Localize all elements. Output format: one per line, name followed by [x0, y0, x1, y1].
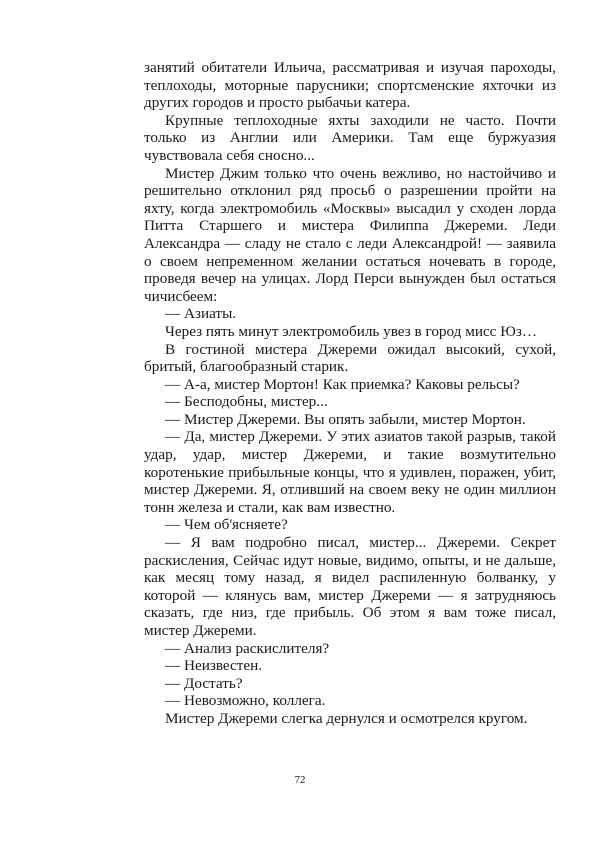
dialogue-line: — Достать?: [165, 674, 243, 692]
paragraph: В гостиной мистера Джереми ожидал высокий, сухой, бритый, благообразный старик.: [144, 340, 556, 376]
dialogue-line: — Неизвестен.: [165, 657, 263, 675]
dialogue-line: — Я вам подробно писал, мистер... Джереми. Секрет раскисления, Сейчас идут новые, видимо, опыты, и не дальше, как месяц тому назад, я видел распиленную болванку, у которой — клянусь вам, мистер Джереми — я затрудняюсь сказать, где низ, где прибыль. Об этом я вам тоже писал, мистер Джереми.: [144, 534, 556, 639]
paragraph: Через пять минут электромобиль увез в город мисс Юз…: [165, 322, 538, 340]
dialogue-line: — Бесподобны, мистер...: [165, 393, 328, 411]
dialogue-line: — Азиаты.: [165, 305, 237, 323]
dialogue-line: — Невозможно, коллега.: [165, 692, 326, 710]
dialogue-line: — Анализ раскислителя?: [165, 639, 330, 657]
paragraph: Мистер Джереми слегка дернулся и осмотрелся кругом.: [165, 709, 528, 727]
dialogue-line: — Да, мистер Джереми. У этих азиатов такой разрыв, такой удар, удар, мистер Джереми, и такие возмутительно коротенькие прибыльные концы, что я удивлен, поражен, убит, мистер Джереми. Я, отливший на своем веку не один миллион тонн железа и стали, как вам известно.: [144, 428, 556, 516]
paragraph: Мистер Джим только что очень вежливо, но настойчиво и решительно отклонил ряд просьб о разрешении пройти на яхту, когда электромобиль «Москвы» высадил у сходен лорда Питта Старшего и мистера Филиппа Джереми. Леди Александра — сладу не стало с леди Александрой! — заявила о своем непременном желании остаться ночевать в городе, проведя вечер на улицах. Лорд Перси вынужден был остаться чичисбеем:: [144, 164, 556, 305]
paragraph: занятий обитатели Ильича, рассматривая и изучая пароходы, теплоходы, моторные парусники; спортсменские яхточки из других городов и просто рыбачьи катера.: [144, 59, 556, 112]
dialogue-line: — Чем об'ясняете?: [165, 516, 288, 534]
body-text: [144, 59, 556, 728]
paragraph: Крупные теплоходные яхты заходили не часто. Почти только из Англии или Америки. Там еще буржуазия чувствовала себя сносно...: [144, 111, 556, 164]
dialogue-line: — Мистер Джереми. Вы опять забыли, мистер Мортон.: [165, 410, 526, 428]
page-number: 72: [294, 774, 306, 786]
dialogue-line: — А-а, мистер Мортон! Как приемка? Каковы рельсы?: [165, 375, 520, 393]
